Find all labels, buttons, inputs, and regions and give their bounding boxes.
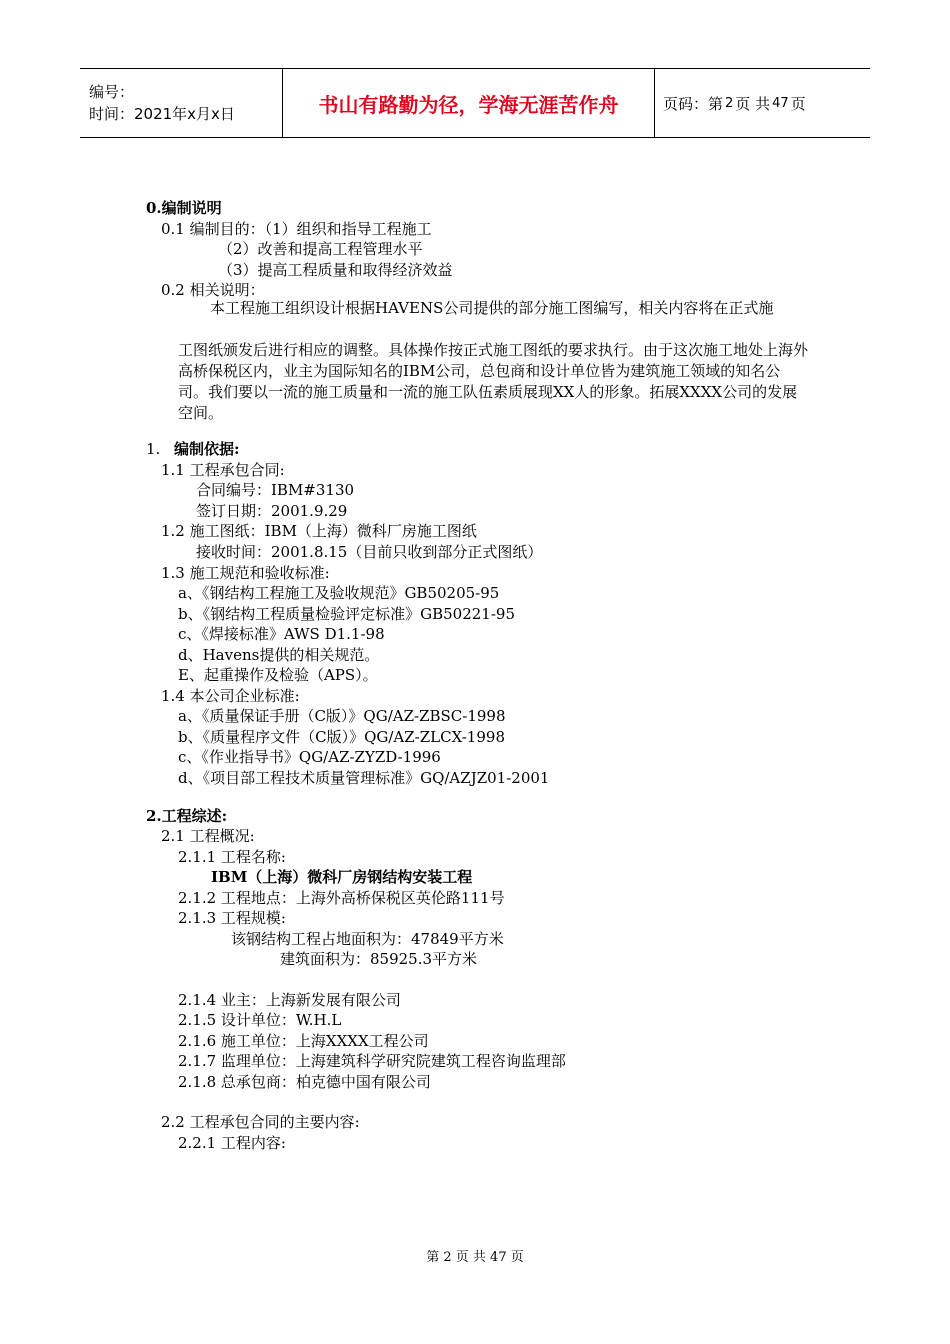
contract-content-heading: 2.2 工程承包合同的主要内容:: [161, 1113, 360, 1131]
contract-date: 签订日期：2001.9.29: [196, 502, 348, 520]
company-standard-c: c、《作业指导书》QG/AZ-ZYZD-1996: [178, 748, 441, 766]
drawings-received: 接收时间：2001.8.15（目前只收到部分正式图纸）: [196, 543, 543, 561]
company-standards-heading: 1.4 本公司企业标准:: [161, 687, 300, 705]
design-unit: 2.1.5 设计单位：W.H.L: [178, 1011, 342, 1029]
section-0-title: 0.编制说明: [146, 199, 222, 217]
page-current: 2: [725, 95, 734, 111]
drawings-line: 1.2 施工图纸：IBM（上海）微科厂房施工图纸: [161, 522, 477, 540]
project-name: IBM（上海）微科厂房钢结构安装工程: [211, 868, 473, 886]
building-area: 建筑面积为：85925.3平方米: [280, 950, 478, 968]
owner: 2.1.4 业主：上海新发展有限公司: [178, 991, 401, 1009]
company-standard-d: d、《项目部工程技术质量管理标准》GQ/AZJZ01-2001: [178, 769, 550, 787]
contract-number: 合同编号：IBM#3130: [196, 481, 355, 499]
land-area: 该钢结构工程占地面积为：47849平方米: [231, 930, 504, 948]
page-total: 47: [772, 95, 789, 111]
document-date-label: 时间：2021年x月x日: [89, 105, 235, 123]
contract-heading: 1.1 工程承包合同:: [161, 461, 285, 479]
standard-a: a、《钢结构工程施工及验收规范》GB50205-95: [178, 584, 500, 602]
standard-e: E、起重操作及检验（APS）。: [178, 666, 378, 684]
standard-d: d、Havens提供的相关规范。: [178, 646, 380, 664]
overview-heading: 2.1 工程概况:: [161, 827, 255, 845]
purpose-line-3: （3）提高工程质量和取得经济效益: [218, 261, 453, 279]
general-contractor: 2.1.8 总承包商：柏克德中国有限公司: [178, 1073, 431, 1091]
project-scale-label: 2.1.3 工程规模:: [178, 909, 286, 927]
page-header: [80, 68, 870, 138]
project-location: 2.1.2 工程地点：上海外高桥保税区英伦路111号: [178, 889, 505, 907]
page-prefix: 页码：第: [663, 94, 724, 113]
standards-heading: 1.3 施工规范和验收标准:: [161, 564, 330, 582]
section-1-number: 1.: [146, 440, 161, 458]
project-name-label: 2.1.1 工程名称:: [178, 848, 286, 866]
work-content-label: 2.2.1 工程内容:: [178, 1134, 286, 1152]
related-notes-para-2: 工图纸颁发后进行相应的调整。具体操作按正式施工图纸的要求执行。由于这次施工地处上海外高桥保税区内，业主为国际知名的IBM公司，总包商和设计单位皆为建筑施工领域的知名公司。我们要以一流的施工质量和一流的施工队伍素质展现XX人的形象。拓展XXXX公司的发展空间。: [178, 341, 809, 422]
company-standard-a: a、《质量保证手册（C版）》QG/AZ-ZBSC-1998: [178, 707, 506, 725]
section-2-title: 2.工程综述:: [146, 807, 228, 825]
header-left-cell: [80, 69, 282, 137]
document-number-label: 编号：: [89, 83, 135, 101]
standard-c: c、《焊接标准》AWS D1.1-98: [178, 625, 385, 643]
header-page-info: [655, 69, 870, 137]
purpose-line-2: （2）改善和提高工程管理水平: [218, 240, 423, 258]
page-footer: 第 2 页 共 47 页: [426, 1250, 524, 1265]
construction-unit: 2.1.6 施工单位：上海XXXX工程公司: [178, 1032, 429, 1050]
header-motto: 书山有路勤为径，学海无涯苦作舟: [282, 69, 655, 137]
supervision-unit: 2.1.7 监理单位：上海建筑科学研究院建筑工程咨询监理部: [178, 1052, 566, 1070]
related-notes-heading: 0.2 相关说明：: [161, 281, 265, 299]
page-middle: 页 共: [735, 94, 771, 113]
page-suffix: 页: [790, 94, 806, 113]
section-1-title: 编制依据:: [174, 440, 240, 458]
purpose-line-1: 0.1 编制目的：（1）组织和指导工程施工: [161, 220, 432, 238]
standard-b: b、《钢结构工程质量检验评定标准》GB50221-95: [178, 605, 515, 623]
related-notes-para-1: 本工程施工组织设计根据HAVENS公司提供的部分施工图编写，相关内容将在正式施: [210, 299, 774, 317]
company-standard-b: b、《质量程序文件（C版）》QG/AZ-ZLCX-1998: [178, 728, 505, 746]
